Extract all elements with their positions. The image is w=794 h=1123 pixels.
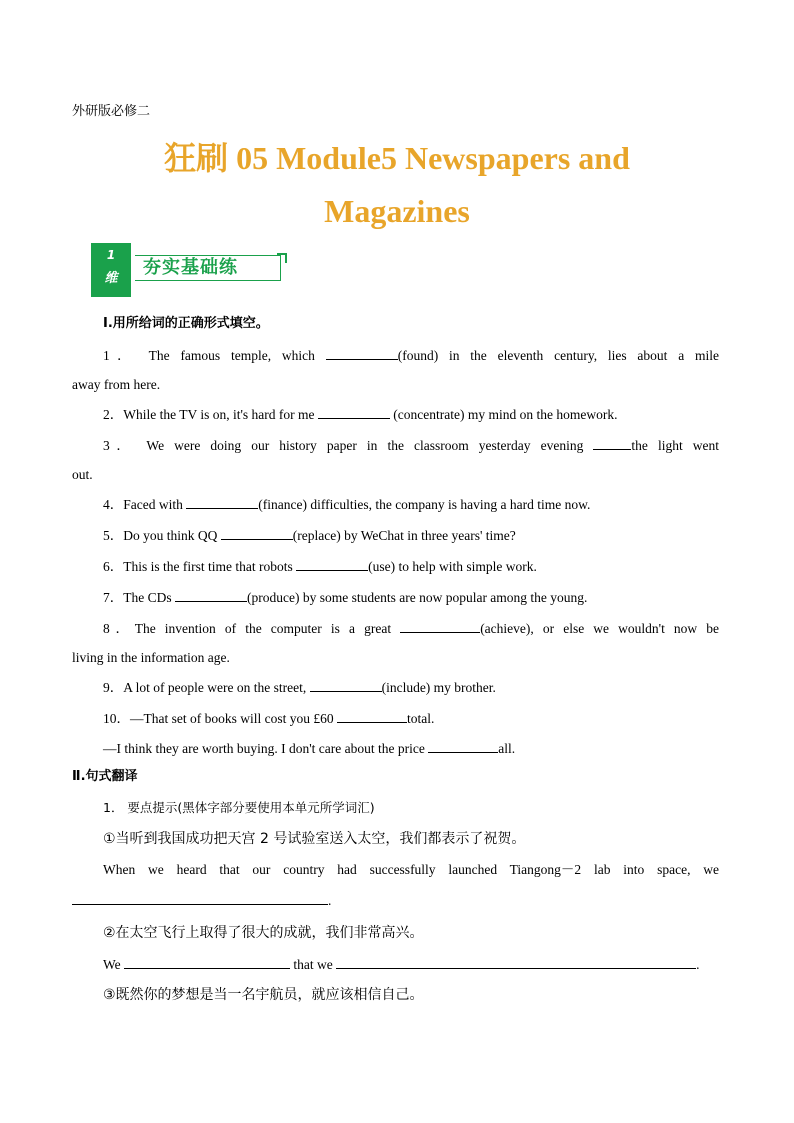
badge-corner-icon (277, 253, 287, 263)
page-title-line-2: Magazines (324, 193, 470, 229)
sentence-1-answer-line: . (72, 890, 331, 911)
question-5: 5．Do you think QQ (replace) by WeChat in three years' time? (103, 525, 516, 546)
question-1-cont: away from here. (72, 377, 161, 392)
question-10-reply: —I think they are worth buying. I don't care about the price all. (103, 738, 515, 759)
answer-blank[interactable] (428, 738, 498, 753)
translation-hint: 1． 要点提示(黑体字部分要使用本单元所学词汇) (103, 800, 375, 815)
question-8: 8．The invention of the computer is a great (achieve), or else we wouldn't now be (103, 618, 719, 639)
section-badge (91, 243, 291, 299)
question-3-cont: out. (72, 467, 93, 482)
answer-blank[interactable] (336, 954, 696, 969)
question-10: 10．—That set of books will cost you £60 total. (103, 708, 434, 729)
question-7: 7．The CDs (produce) by some students are now popular among the young. (103, 587, 587, 608)
answer-blank[interactable] (124, 954, 290, 969)
sentence-3-chinese: ③既然你的梦想是当一名宇航员，就应该相信自己。 (103, 987, 424, 1003)
answer-blank[interactable] (310, 677, 382, 692)
sentence-2-english: We that we . (103, 954, 700, 975)
page-title-line-1: 狂刷 05 Module5 Newspapers and (164, 140, 630, 176)
answer-blank[interactable] (337, 708, 407, 723)
answer-blank[interactable] (221, 525, 293, 540)
question-1: 1． The famous temple, which (found) in the eleventh century, lies about a mile (103, 345, 719, 366)
badge-label: 夯实基础练 (135, 255, 281, 281)
answer-blank[interactable] (400, 618, 480, 633)
badge-number-box (91, 243, 131, 297)
question-8-cont: living in the information age. (72, 650, 230, 665)
badge-number: 1 (106, 248, 116, 262)
question-3: 3． We were doing our history paper in the classroom yesterday evening the light went (103, 435, 719, 456)
answer-blank[interactable] (186, 494, 258, 509)
sentence-1-chinese: ①当听到我国成功把天宫 2 号试验室送入太空，我们都表示了祝贺。 (103, 831, 526, 847)
answer-blank[interactable] (593, 435, 631, 450)
badge-word: 维 (104, 271, 118, 286)
question-6: 6．This is the first time that robots (use) to help with simple work. (103, 556, 537, 577)
section-2-heading: Ⅱ.句式翻译 (72, 769, 138, 784)
sentence-1-english: When we heard that our country had successfully launched Tiangong－2 lab into space, we (103, 862, 719, 877)
question-9: 9．A lot of people were on the street, (include) my brother. (103, 677, 496, 698)
question-4: 4．Faced with (finance) difficulties, the company is having a hard time now. (103, 494, 590, 515)
sentence-2-chinese: ②在太空飞行上取得了很大的成就，我们非常高兴。 (103, 925, 424, 941)
question-2: 2．While the TV is on, it's hard for me (concentrate) my mind on the homework. (103, 404, 617, 425)
edition-tag: 外研版必修二 (72, 103, 151, 118)
answer-blank[interactable] (326, 345, 398, 360)
answer-blank[interactable] (175, 587, 247, 602)
answer-blank[interactable] (296, 556, 368, 571)
answer-blank[interactable] (72, 890, 328, 905)
answer-blank[interactable] (318, 404, 390, 419)
section-1-heading: Ⅰ.用所给词的正确形式填空。 (103, 316, 269, 331)
